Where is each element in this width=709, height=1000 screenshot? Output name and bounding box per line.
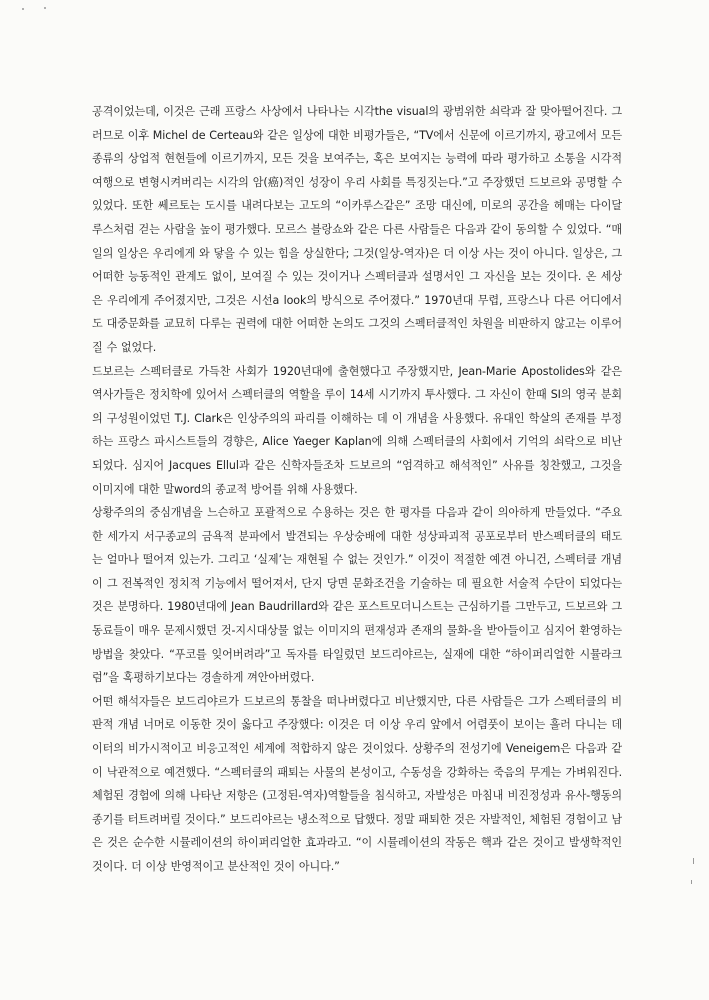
paragraph: 드보르는 스펙터클로 가득찬 사회가 1920년대에 출현했다고 주장했지만, Jean-Marie Apostolides와 같은 역사가들은 정치학에 있어서 스펙터클의 역할을 루이 14세 시기까지 투사했다. 그 자신이 한때 SI의 영국 분회의 구성원이었던 T.J. Clark은 인상주의의 파리를 이해하는 데 이 개념을 사용했다. 유대인 학살의 존재를 부정하는 프랑스 파시스트들의 경향은, Alice Yaeger Kaplan에 의해 스펙터클의 사회에서 기억의 쇠락으로 비난되었다. 심지어 Jacques Ellul과 같은 신학자들조차 드보르의 “엄격하고 해석적인” 사유를 칭찬했고, 그것을 이미지에 대한 말word의 종교적 방어를 위해 사용했다.	[92, 364, 622, 496]
scan-speck	[691, 880, 692, 884]
paragraph: 공격이었는데, 이것은 근래 프랑스 사상에서 나타나는 시각the visual의 광범위한 쇠락과 잘 맞아떨어진다. 그러므로 이후 Michel de Certeau와 같은 일상에 대한 비평가들은, “TV에서 신문에 이르기까지, 광고에서 모든 종류의 상업적 현현들에 이르기까지, 모든 것을 보여주는, 혹은 보여지는 능력에 따라 평가하고 소통을 시각적 여행으로 변형시켜버리는 시각의 암(癌)적인 성장이 우리 사회를 특징짓는다.”고 주장했던 드보르와 공명할 수 있었다. 또한 쎄르토는 도시를 내려다보는 고도의 “이카루스같은” 조망 대신에, 미로의 공간을 헤매는 다이달루스처럼 걷는 사람을 높이 평가했다. 모르스 블랑쇼와 같은 다른 사람들은 다음과 같이 동의할 수 있었다. “매일의 일상은 우리에게 와 닿을 수 있는 힘을 상실한다; 그것(일상-역자)은 더 이상 사는 것이 아니다. 일상은, 그 어떠한 능동적인 관계도 없이, 보여질 수 있는 것이거나 스펙터클과 설명서인 그 자신을 보는 것이다. 온 세상은 우리에게 주어졌지만, 그것은 시선a look의 방식으로 주어졌다.” 1970년대 무렵, 프랑스나 다른 어디에서도 대중문화를 교묘히 다루는 권력에 대한 어떠한 논의도 그것의 스펙터클적인 차원을 비판하지 않고는 이루어질 수 없었다.	[92, 105, 622, 354]
scan-speck	[44, 7, 46, 9]
paragraph: 상황주의의 중심개념을 느슨하고 포괄적으로 수용하는 것은 한 평자를 다음과 같이 의아하게 만들었다. “주요한 세가지 서구종교의 금욕적 분파에서 발견되는 우상숭배에 대한 성상파괴적 공포로부터 반스펙터클의 태도는 얼마나 떨어져 있는가. 그리고 ‘실제’는 재현될 수 없는 것인가.” 이것이 적절한 예견 아니건, 스펙터클 개념이 그 전복적인 정치적 기능에서 떨어져서, 단지 당면 문화조건을 기술하는 데 필요한 서술적 수단이 되었다는 것은 분명하다. 1980년대에 Jean Baudrillard와 같은 포스트모더니스트는 근심하기를 그만두고, 드보르와 그 동료들이 매우 문제시했던 것-지시대상물 없는 이미지의 편재성과 존재의 물화-을 받아들이고 심지어 환영하는 방법을 찾았다. “푸코를 잊어버려라”고 독자를 타일렀던 보드리야르는, 실재에 대한 “하이퍼리얼한 시뮬라크럼”을 혹평하기보다는 경솔하게 껴안아버렸다.	[92, 506, 622, 685]
paragraph: 어떤 해석자들은 보드리야르가 드보르의 통찰을 떠나버렸다고 비난했지만, 다른 사람들은 그가 스펙터클의 비판적 개념 너머로 이동한 것이 옳다고 주장했다: 이것은 더 이상 우리 앞에서 어렴풋이 보이는 흘러 다니는 데이터의 비가시적이고 비응고적인 세계에 적합하지 않은 것이었다. 상황주의 전성기에 Veneigem은 다음과 같이 낙관적으로 예견했다. “스펙터클의 패퇴는 사물의 본성이고, 수동성을 강화하는 죽음의 무게는 가벼워진다. 체험된 경험에 의해 나타난 저항은 (고정된-역자)역할들을 침식하고, 자발성은 마침내 비진정성과 유사-행동의 종기를 터트려버릴 것이다.” 보드리야르는 냉소적으로 답했다. 정말 패퇴한 것은 자발적인, 체험된 경험이고 남은 것은 순수한 시뮬레이션의 하이퍼리얼한 효과라고. “이 시뮬레이션의 작동은 핵과 같은 것이고 발생학적인 것이다. 더 이상 반영적이고 분산적인 것이 아니다.”	[92, 694, 622, 873]
document-page	[92, 100, 622, 879]
scan-speck	[693, 858, 694, 864]
scan-speck	[22, 8, 24, 10]
